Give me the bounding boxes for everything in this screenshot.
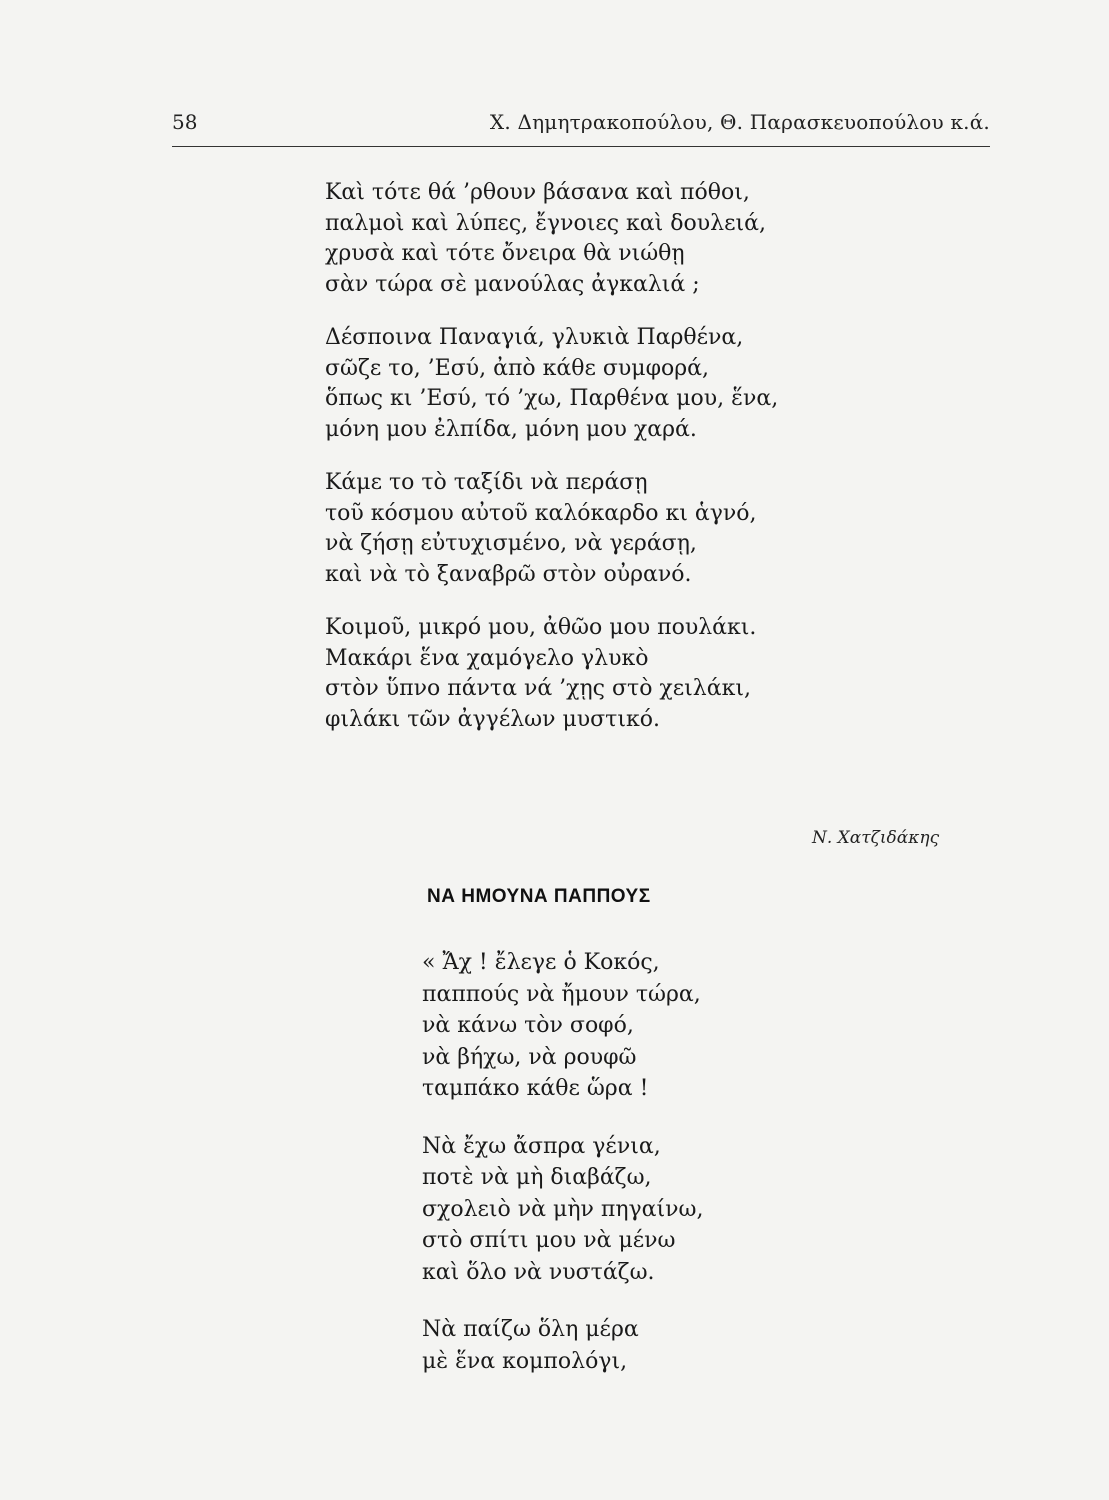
verse-line: καὶ νὰ τὸ ξαναβρῶ στὸν οὐρανό.	[325, 561, 692, 587]
poem-title: ΝΑ ΗΜΟΥΝΑ ΠΑΠΠΟΥΣ	[427, 886, 651, 907]
verse-line: Νὰ παίζω ὅλη μέρα	[422, 1317, 639, 1342]
poem-lullaby	[325, 178, 885, 758]
stanza	[422, 1131, 862, 1289]
verse-line: Μακάρι ἕνα χαμόγελο γλυκὸ	[325, 645, 649, 671]
verse-line: νὰ βήχω, νὰ ρουφῶ	[422, 1044, 637, 1070]
verse-line: σχολειὸ νὰ μὴν πηγαίνω,	[422, 1196, 704, 1222]
poem-grandfather	[422, 947, 862, 1403]
stanza	[325, 468, 885, 590]
verse-line: παλμοὶ καὶ λύπες, ἔγνοιες καὶ δουλειά,	[325, 210, 766, 236]
verse-line: φιλάκι τῶν ἀγγέλων μυστικό.	[325, 706, 660, 732]
verse-line: σῶζε το, ’Εσύ, ἀπὸ κάθε συμφορά,	[325, 355, 710, 381]
verse-line: στὸν ὕπνο πάντα νά ’χῃς στὸ χειλάκι,	[325, 676, 751, 701]
verse-line: μόνη μου ἐλπίδα, μόνη μου χαρά.	[325, 416, 697, 442]
verse-line: Δέσποινα Παναγιά, γλυκιὰ Παρθένα,	[325, 325, 744, 350]
stanza	[325, 323, 885, 445]
verse-line: τοῦ κόσμου αὐτοῦ καλόκαρδο κι ἁγνό,	[325, 500, 757, 526]
verse-line: ποτὲ νὰ μὴ διαβάζω,	[422, 1165, 652, 1190]
verse-line: ταμπάκο κάθε ὥρα !	[422, 1076, 649, 1101]
verse-line: στὸ σπίτι μου νὰ μένω	[422, 1228, 676, 1253]
running-head: Χ. Δημητρακοπούλου, Θ. Παρασκευοπούλου κ.ά.	[489, 110, 990, 134]
verse-line: νὰ κάνω τὸν σοφό,	[422, 1013, 634, 1038]
verse-line: μὲ ἕνα κομπολόγι,	[422, 1348, 628, 1374]
verse-line: νὰ ζήσῃ εὐτυχισμένο, νὰ γεράσῃ,	[325, 531, 697, 556]
header-rule	[172, 146, 990, 147]
verse-line: Κάμε το τὸ ταξίδι νὰ περάσῃ	[325, 470, 648, 495]
page-header	[172, 110, 990, 142]
stanza	[325, 178, 885, 300]
verse-line: καὶ ὅλο νὰ νυστάζω.	[422, 1259, 655, 1285]
verse-line: Καὶ τότε θά ’ρθουν βάσανα καὶ πόθοι,	[325, 180, 750, 205]
verse-line: Νὰ ἔχω ἄσπρα γένια,	[422, 1133, 661, 1159]
verse-line: « Ἄχ ! ἔλεγε ὁ Κοκός,	[422, 950, 660, 975]
stanza	[422, 947, 862, 1105]
verse-line: ὅπως κι ’Εσύ, τό ’χω, Παρθένα μου, ἕνα,	[325, 386, 779, 411]
stanza	[325, 613, 885, 735]
stanza	[422, 1314, 862, 1377]
page-number: 58	[172, 110, 198, 134]
verse-line: Κοιμοῦ, μικρό μου, ἀθῶο μου πουλάκι.	[325, 615, 757, 640]
verse-line: σὰν τώρα σὲ μανούλας ἀγκαλιά ;	[325, 271, 700, 297]
verse-line: παππούς νὰ ἤμουν τώρα,	[422, 981, 701, 1007]
poem-author: Ν. Χατζιδάκης	[812, 828, 940, 848]
verse-line: χρυσὰ καὶ τότε ὄνειρα θὰ νιώθῃ	[325, 241, 685, 266]
